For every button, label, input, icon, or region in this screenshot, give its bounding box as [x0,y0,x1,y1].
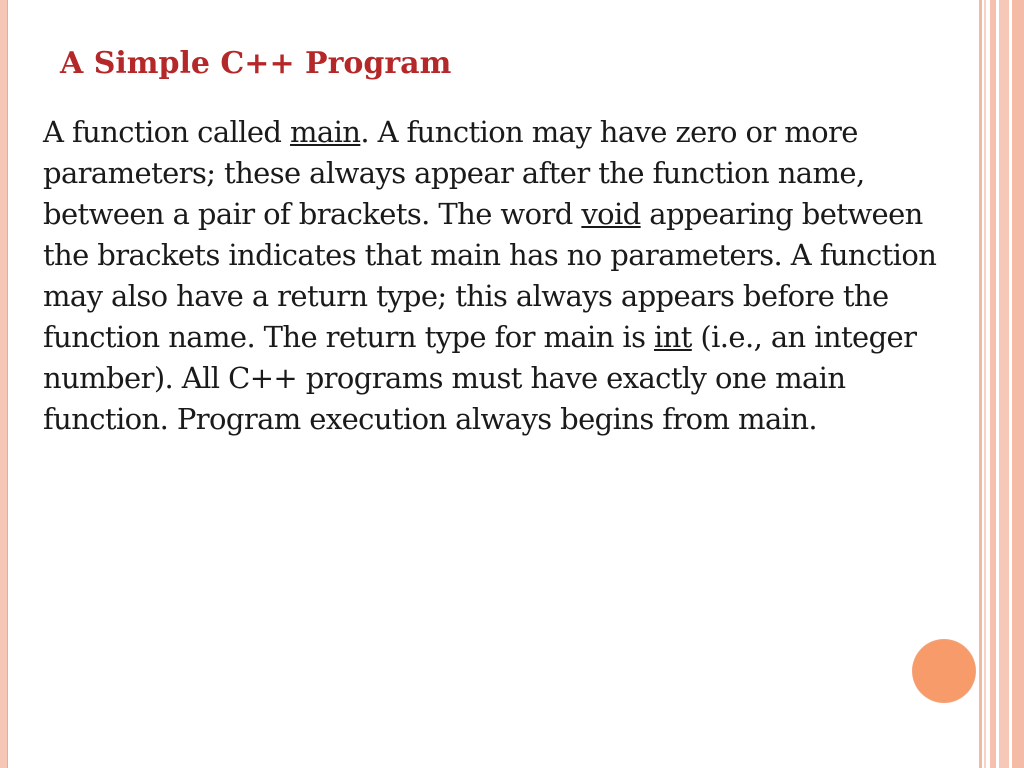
body-text-segment: . A function may have zero or more parameters; these always appear after the function name, between a pair of brackets. The word [43,115,865,231]
right-stripe-decoration [1012,0,1024,768]
right-stripe-decoration [999,0,1009,768]
keyword-int: int [653,320,692,354]
slide-body-text [43,112,973,440]
right-stripe-decoration [979,0,982,768]
right-stripe-decoration [984,0,986,768]
body-text-segment: (i.e., an integer number). All C++ programs must have exactly one main function. Program execution always begins from main. [43,320,917,436]
left-border-decoration [0,0,8,768]
right-stripe-decoration [990,0,996,768]
body-text-segment: appearing between the brackets indicates that main has no parameters. A function may also have a return type; this always appears before the function name. The return type for main is [43,197,937,354]
body-text-segment: A function called [43,115,290,149]
slide-title: A Simple C++ Program [60,46,452,81]
keyword-main: main [290,115,361,149]
keyword-void: void [581,197,641,231]
accent-circle-decoration [913,640,975,702]
